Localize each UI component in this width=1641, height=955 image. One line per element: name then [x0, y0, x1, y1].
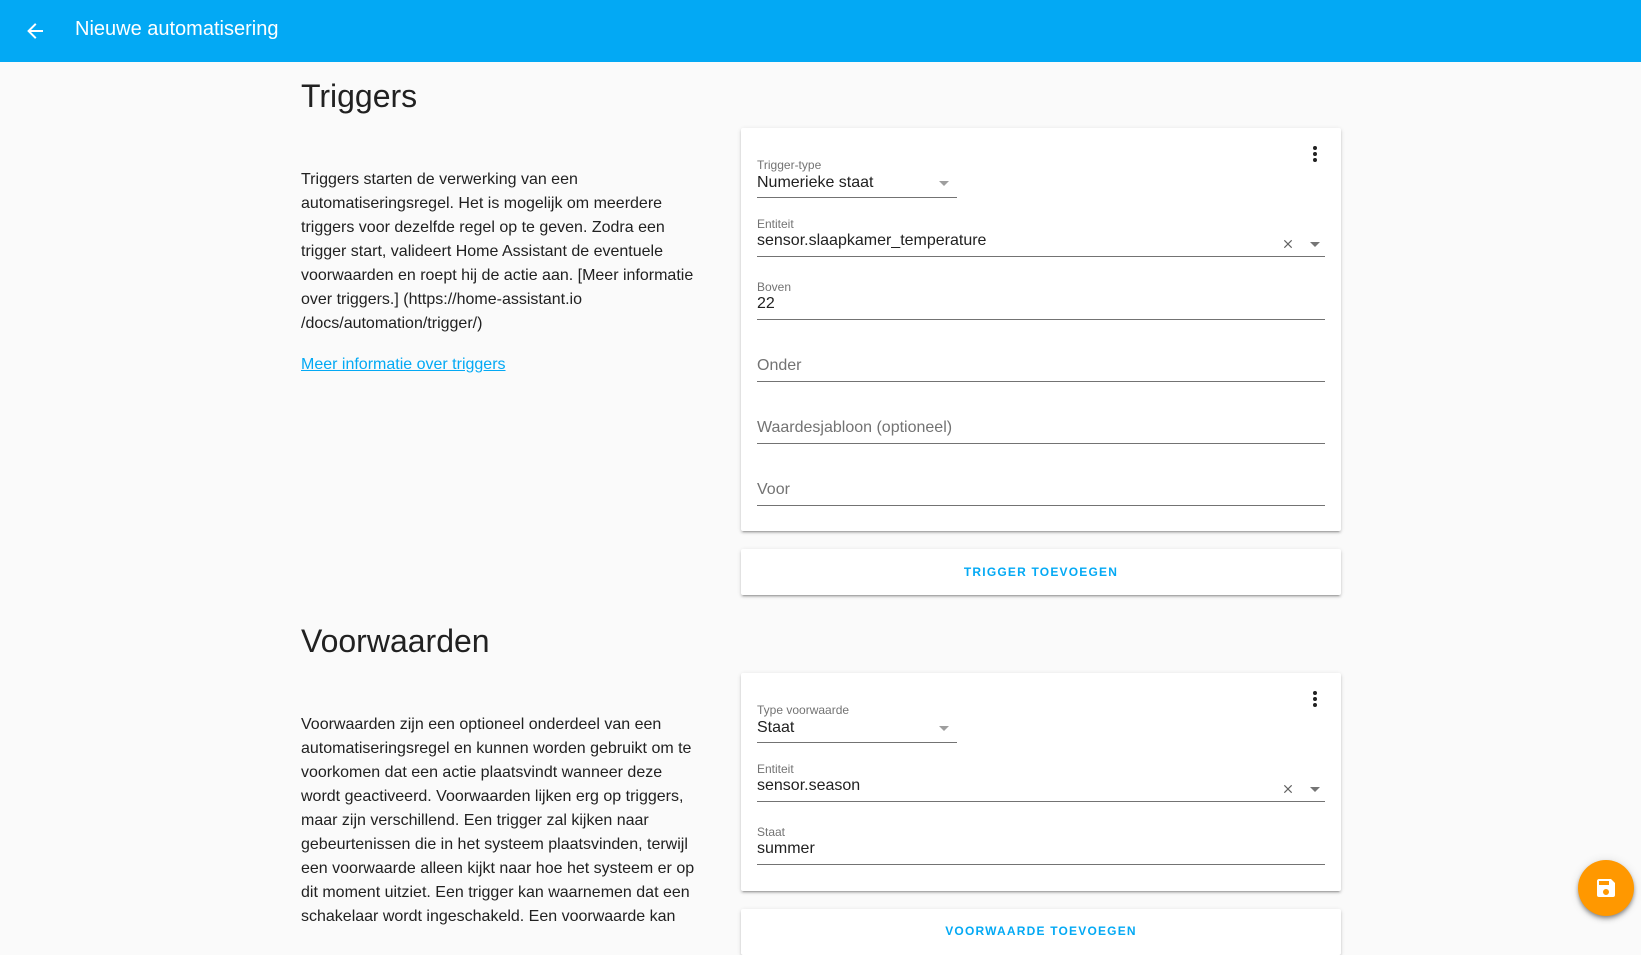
content-area	[0, 62, 1641, 938]
page-title: Nieuwe automatisering	[75, 18, 279, 40]
condition-type-underline	[757, 742, 957, 743]
below-underline	[757, 381, 1325, 382]
trigger-entity-value: sensor.slaapkamer_temperature	[757, 232, 987, 249]
trigger-type-underline	[757, 197, 957, 198]
trigger-card	[741, 128, 1341, 531]
value-template-underline	[757, 443, 1325, 444]
for-underline	[757, 505, 1325, 506]
state-underline	[757, 864, 1325, 865]
state-field[interactable]	[757, 825, 1325, 865]
chevron-down-icon	[939, 726, 949, 731]
clear-condition-entity-button[interactable]	[1278, 779, 1298, 799]
above-underline	[757, 319, 1325, 320]
close-icon	[1281, 782, 1295, 796]
for-placeholder: Voor	[757, 481, 790, 498]
clear-entity-button[interactable]	[1278, 234, 1298, 254]
add-condition-button[interactable]: VOORWAARDE TOEVOEGEN	[945, 924, 1137, 938]
value-template-field[interactable]	[757, 404, 1325, 444]
conditions-section	[301, 605, 1341, 938]
condition-entity-label: Entiteit	[757, 762, 794, 776]
trigger-type-label: Trigger-type	[757, 158, 822, 172]
triggers-more-info-link[interactable]: Meer informatie over triggers	[301, 356, 506, 373]
state-value: summer	[757, 840, 815, 857]
back-button[interactable]	[16, 12, 54, 50]
above-value: 22	[757, 295, 775, 312]
condition-type-dropdown[interactable]	[757, 703, 957, 743]
dots-vertical-icon	[1303, 142, 1327, 166]
above-label: Boven	[757, 280, 792, 294]
close-icon	[1281, 237, 1295, 251]
trigger-menu-button[interactable]	[1303, 142, 1327, 166]
condition-card	[741, 673, 1341, 891]
app-toolbar	[0, 0, 1641, 62]
save-button[interactable]	[1578, 860, 1634, 916]
condition-type-label: Type voorwaarde	[757, 703, 850, 717]
condition-entity-field[interactable]	[757, 762, 1325, 802]
condition-entity-underline	[757, 801, 1325, 802]
chevron-down-icon[interactable]	[1310, 787, 1320, 792]
value-template-placeholder: Waardesjabloon (optioneel)	[757, 419, 953, 436]
state-label: Staat	[757, 825, 786, 839]
dots-vertical-icon	[1303, 687, 1327, 711]
arrow-left-icon	[23, 19, 47, 43]
below-field[interactable]	[757, 342, 1325, 382]
conditions-header: Voorwaarden	[301, 623, 490, 659]
trigger-type-dropdown[interactable]	[757, 158, 957, 198]
chevron-down-icon	[939, 181, 949, 186]
add-condition-card	[741, 909, 1341, 955]
condition-menu-button[interactable]	[1303, 687, 1327, 711]
below-placeholder: Onder	[757, 357, 802, 374]
add-trigger-card	[741, 549, 1341, 595]
condition-entity-value: sensor.season	[757, 777, 861, 794]
conditions-description: Voorwaarden zijn een optioneel onderdeel van een automatiseringsregel en kunnen worden gebruikt om te voorkomen dat een actie plaatsvindt wanneer deze wordt geactiveerd. Voorwaarden lijken erg op triggers, maar zijn verschillend. Een trigger zal kijken naar gebeurtenissen die in het systeem plaatsvinden, terwijl een voorwaarde alleen kijkt naar hoe het systeem er op dit moment uitziet. Een trigger kan waarnemen dat een schakelaar wordt ingeschakeld. Een voorwaarde kan	[301, 716, 695, 925]
for-field[interactable]	[757, 466, 1325, 506]
trigger-entity-label: Entiteit	[757, 217, 794, 231]
above-field[interactable]	[757, 280, 1325, 320]
chevron-down-icon[interactable]	[1310, 242, 1320, 247]
trigger-type-value: Numerieke staat	[757, 174, 874, 191]
triggers-description: Triggers starten de verwerking van een automatiseringsregel. Het is mogelijk om meerdere triggers voor dezelfde regel op te geven. Zodra een trigger start, valideert Home Assistant de eventuele voorwaarden en roept hij de actie aan. [Meer informatie over triggers.] (https://home-assistant.io /docs/automation/trigger/)	[301, 171, 694, 332]
triggers-header: Triggers	[301, 78, 418, 114]
condition-type-value: Staat	[757, 719, 795, 736]
save-icon	[1594, 876, 1618, 900]
trigger-entity-underline	[757, 256, 1325, 257]
triggers-section	[301, 62, 1341, 622]
add-trigger-button[interactable]: TRIGGER TOEVOEGEN	[963, 565, 1119, 579]
trigger-entity-field[interactable]	[757, 217, 1325, 257]
